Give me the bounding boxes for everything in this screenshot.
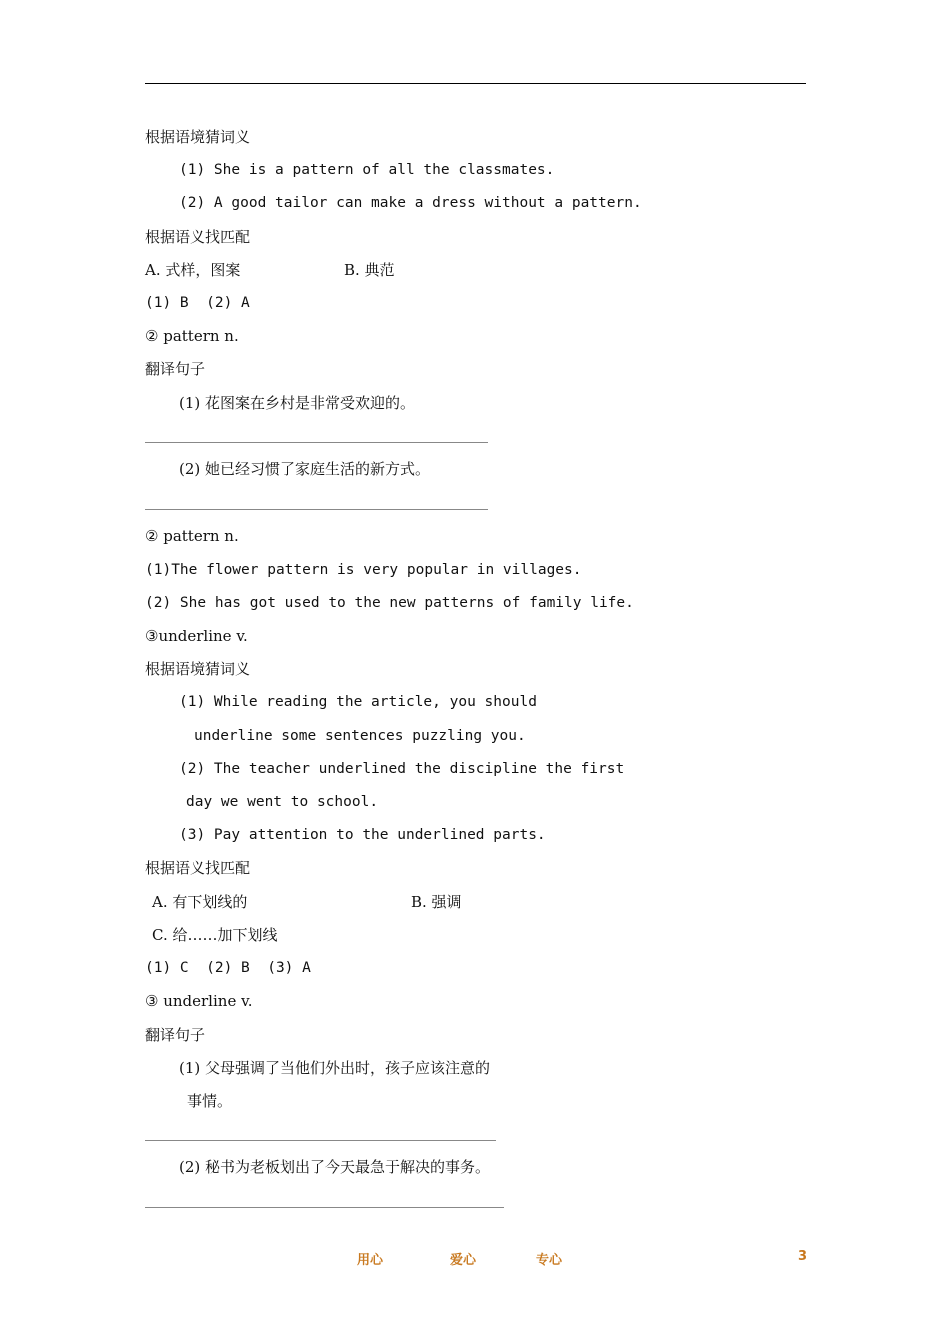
option: C. 给……加下划线	[152, 926, 278, 944]
vocab-heading: ② pattern n.	[145, 327, 239, 345]
translate-prompt: (1) 花图案在乡村是非常受欢迎的。	[179, 394, 416, 412]
answer-sentence: (2) She has got used to the new patterns of family life.	[145, 595, 634, 611]
answer-blank	[145, 442, 488, 443]
translate-prompt: (2) 秘书为老板划出了今天最急于解决的事务。	[179, 1158, 491, 1176]
example-sentence: (1) While reading the article, you should	[179, 694, 537, 710]
example-sentence: (2) A good tailor can make a dress without a pattern.	[179, 195, 642, 211]
example-sentence-continued: underline some sentences puzzling you.	[194, 728, 526, 744]
example-sentence-continued: day we went to school.	[186, 794, 379, 810]
example-sentence: (2) The teacher underlined the discipline the first	[179, 761, 625, 777]
answer-blank	[145, 509, 488, 510]
translate-prompt-continued: 事情。	[187, 1092, 233, 1110]
header-rule	[145, 83, 806, 84]
footer-slogan-1: 用心	[357, 1253, 384, 1268]
example-sentence: (1) She is a pattern of all the classmates.	[179, 162, 555, 178]
section-heading: 根据语义找匹配	[145, 228, 251, 246]
section-heading: 根据语境猜词义	[145, 128, 251, 146]
translate-prompt: (2) 她已经习惯了家庭生活的新方式。	[179, 460, 431, 478]
vocab-heading: ② pattern n.	[145, 527, 239, 545]
answer-blank	[145, 1140, 496, 1141]
section-heading: 翻译句子	[145, 1026, 206, 1044]
vocab-heading: ③underline v.	[145, 627, 248, 645]
footer-slogan-2: 爱心	[450, 1253, 477, 1268]
answer-blank	[145, 1207, 504, 1208]
page-number: 3	[798, 1249, 808, 1264]
option: A. 式样，图案	[145, 261, 241, 279]
footer-slogan-3: 专心	[536, 1253, 563, 1268]
answer: (1) B (2) A	[145, 295, 250, 311]
answer-sentence: (1)The flower pattern is very popular in villages.	[145, 562, 582, 578]
example-sentence: (3) Pay attention to the underlined parts.	[179, 827, 546, 843]
option: B. 强调	[411, 893, 462, 911]
translate-prompt: (1) 父母强调了当他们外出时，孩子应该注意的	[179, 1059, 491, 1077]
section-heading: 根据语境猜词义	[145, 660, 251, 678]
section-heading: 根据语义找匹配	[145, 859, 251, 877]
section-heading: 翻译句子	[145, 360, 206, 378]
answer: (1) C (2) B (3) A	[145, 960, 311, 976]
option: A. 有下划线的	[152, 893, 248, 911]
vocab-heading: ③ underline v.	[145, 992, 253, 1010]
option: B. 典范	[344, 261, 395, 279]
